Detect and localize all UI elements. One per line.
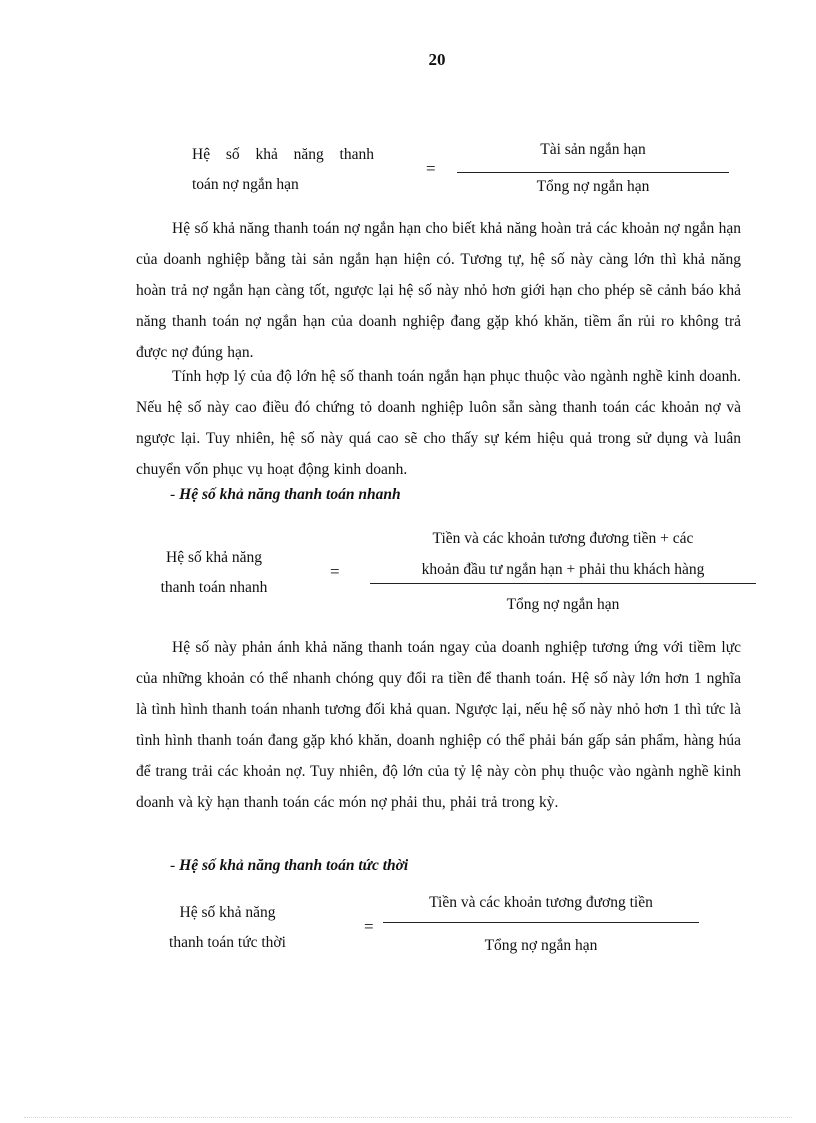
formula3-denominator: Tổng nợ ngắn hạn: [484, 937, 598, 954]
formula2-label-line1: Hệ số khả năng: [166, 549, 262, 566]
formula2-label-line2: thanh toán nhanh: [160, 579, 268, 596]
paragraph-2: Tính hợp lý của độ lớn hệ số thanh toán ngắn hạn phục thuộc vào ngành nghề kinh doanh. Nếu hệ số này cao điều đó chứng tỏ doanh nghiệp luôn sẵn sàng thanh toán các khoản nợ và ngược lại. Tuy nhiên, hệ số này quá cao sẽ cho thấy sự kém hiệu quả trong sử dụng và luân chuyển vốn phục vụ hoạt động kinh doanh.: [136, 368, 741, 478]
paragraph-1: Hệ số khả năng thanh toán nợ ngắn hạn cho biết khả năng hoàn trả các khoản nợ ngắn hạn của doanh nghiệp bằng tài sản ngắn hạn hiện có. Tương tự, hệ số này càng lớn thì khả năng hoàn trả nợ ngắn hạn càng tốt, ngược lại hệ số này nhỏ hơn giới hạn cho phép sẽ cảnh báo khả năng thanh toán nợ ngắn hạn của doanh nghiệp đang gặp khó khăn, tiềm ẩn rủi ro không trả được nợ đúng hạn.: [136, 220, 741, 361]
formula2-fraction-line: [370, 583, 756, 584]
formula2-numerator-line2: khoản đầu tư ngắn hạn + phải thu khách hàng: [421, 561, 705, 578]
heading-cash-ratio: [170, 857, 408, 875]
heading-quick-ratio-text: Hệ số khả năng thanh toán nhanh: [179, 486, 401, 503]
heading-cash-ratio-dash: -: [170, 857, 176, 874]
formula1-label-line2: toán nợ ngắn hạn: [192, 176, 299, 193]
formula1-label-line1: Hệ số khả năng thanh: [192, 146, 374, 163]
page-number: 20: [428, 50, 446, 69]
formula1-numerator: Tài sản ngắn hạn: [540, 141, 646, 158]
formula2-numerator: [370, 523, 756, 585]
formula3-fraction-line: [383, 922, 699, 923]
formula1-denominator: Tổng nợ ngắn hạn: [536, 178, 650, 195]
page-bottom-rule: [24, 1117, 792, 1118]
formula3-label-line2: thanh toán tức thời: [169, 934, 286, 951]
formula2-numerator-line1: Tiền và các khoản tương đương tiền + các: [432, 530, 694, 547]
paragraph-3: Hệ số này phản ánh khả năng thanh toán ngay của doanh nghiệp tương ứng với tiềm lực của những khoản có thể nhanh chóng quy đổi ra tiền để thanh toán. Hệ số này lớn hơn 1 nghĩa là tình hình thanh toán nhanh tương đối khả quan. Ngược lại, nếu hệ số này nhỏ hơn 1 thì tức là tình hình thanh toán đang gặp khó khăn, doanh nghiệp có thể phải bán gấp sản phẩm, hàng húa để trang trải các khoản nợ. Tuy nhiên, độ lớn của tỷ lệ này còn phụ thuộc vào ngành nghề kinh doanh và kỳ hạn thanh toán các món nợ phải thu, phải trả trong kỳ.: [136, 639, 741, 811]
heading-quick-ratio: [170, 486, 401, 504]
formula2-equals: =: [330, 562, 340, 581]
formula2-label: [150, 543, 278, 603]
formula3-label-line1: Hệ số khả năng: [179, 904, 276, 921]
heading-quick-ratio-dash: -: [170, 486, 176, 503]
formula3-label: [150, 898, 305, 958]
formula3-numerator: Tiền và các khoản tương đương tiền: [429, 894, 653, 911]
formula1-label: [192, 140, 374, 200]
formula2-denominator: Tổng nợ ngắn hạn: [506, 596, 620, 613]
formula1-fraction-line: [457, 172, 729, 173]
heading-cash-ratio-text: Hệ số khả năng thanh toán tức thời: [179, 857, 409, 874]
formula3-equals: =: [364, 917, 374, 936]
formula1-equals: =: [426, 159, 436, 178]
